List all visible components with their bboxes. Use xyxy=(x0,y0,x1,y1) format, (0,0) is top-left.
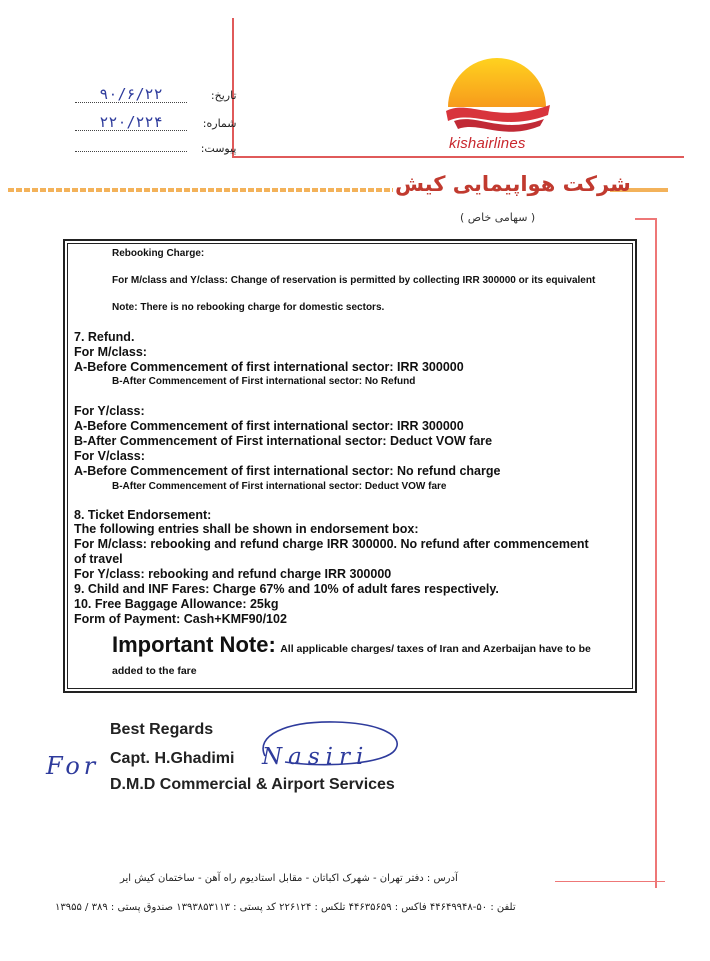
right-red-line xyxy=(655,218,657,888)
ticket-heading: 8. Ticket Endorsement: xyxy=(74,508,212,522)
date-label: تاریخ: xyxy=(210,89,237,102)
ticket-m-line-2: of travel xyxy=(74,552,123,566)
kish-airlines-sun-logo xyxy=(440,55,555,135)
m-class-a: A-Before Commencement of first international sector: IRR 300000 xyxy=(74,360,464,374)
refund-heading: 7. Refund. xyxy=(74,330,135,344)
best-regards: Best Regards xyxy=(110,721,214,738)
department: D.M.D Commercial & Airport Services xyxy=(110,776,395,793)
v-class-heading: For V/class: xyxy=(74,449,145,463)
v-class-b: B-After Commencement of First international sector: Deduct VOW fare xyxy=(112,481,447,492)
rebooking-line: For M/class and Y/class: Change of reservation is permitted by collecting IRR 300000 or its equivalent xyxy=(112,275,596,286)
important-note-label: Important Note: xyxy=(112,632,276,657)
y-class-b: B-After Commencement of First international sector: Deduct VOW fare xyxy=(74,434,493,448)
m-class-b: B-After Commencement of First international sector: No Refund xyxy=(112,376,416,387)
y-class-a: A-Before Commencement of first international sector: IRR 300000 xyxy=(74,419,464,433)
y-class-heading: For Y/class: xyxy=(74,404,145,418)
rebooking-note: Note: There is no rebooking charge for domestic sectors. xyxy=(112,302,385,313)
important-note xyxy=(112,632,591,658)
company-sub-fa: ( سهامی خاص ) xyxy=(460,211,536,224)
orange-divider-left xyxy=(8,188,393,192)
form-of-payment: Form of Payment: Cash+KMF90/102 xyxy=(74,612,287,626)
number-label: شماره: xyxy=(202,117,237,130)
date-value: ۹۰/۶/۲۲ xyxy=(75,86,187,103)
handwritten-signature: Nasiri xyxy=(262,744,370,770)
baggage-allowance: 10. Free Baggage Allowance: 25kg xyxy=(74,597,279,611)
footer-red-line xyxy=(555,881,665,882)
important-note-text-2: added to the fare xyxy=(112,665,197,677)
rebooking-heading: Rebooking Charge: xyxy=(112,248,205,259)
attachment-value xyxy=(75,151,187,152)
company-name-fa: شرکت هواپیمایی کیش xyxy=(395,172,631,196)
right-red-line-cap xyxy=(635,218,657,220)
handwritten-for: For xyxy=(46,752,100,780)
footer-contact: تلفن : ۵۰-۴۴۶۴۹۹۴۸ فاکس : ۴۴۶۳۵۶۵۹ تلکس : ۲۲۶۱۲۴ کد پستی : ۱۳۹۳۸۵۳۱۱۳ صندوق پستی : ۳۸۹ / ۱۳۹۵۵ xyxy=(55,902,516,913)
ticket-y-line: For Y/class: rebooking and refund charge IRR 300000 xyxy=(74,567,392,581)
ticket-intro: The following entries shall be shown in endorsement box: xyxy=(74,522,419,536)
v-class-a: A-Before Commencement of first international sector: No refund charge xyxy=(74,464,501,478)
date-row xyxy=(75,86,237,103)
ticket-m-line-1: For M/class: rebooking and refund charge IRR 300000. No refund after commencement xyxy=(74,537,589,551)
m-class-heading: For M/class: xyxy=(74,345,147,359)
important-note-text: All applicable charges/ taxes of Iran and Azerbaijan have to be xyxy=(280,643,591,655)
attachment-row xyxy=(75,142,237,155)
number-value: ۲۲۰/۲۲۴ xyxy=(75,114,187,131)
footer-address: آدرس : دفتر تهران - شهرک اکباتان - مقابل استادیوم راه آهن - ساختمان کیش ایر xyxy=(120,873,458,884)
letterhead-red-line-horizontal xyxy=(232,156,684,158)
brand-wordmark: kishairlines xyxy=(449,135,526,152)
signatory-name: Capt. H.Ghadimi xyxy=(110,750,235,767)
child-fares: 9. Child and INF Fares: Charge 67% and 10% of adult fares respectively. xyxy=(74,582,499,596)
number-row xyxy=(75,114,237,131)
attachment-label: پیوست: xyxy=(200,142,237,155)
